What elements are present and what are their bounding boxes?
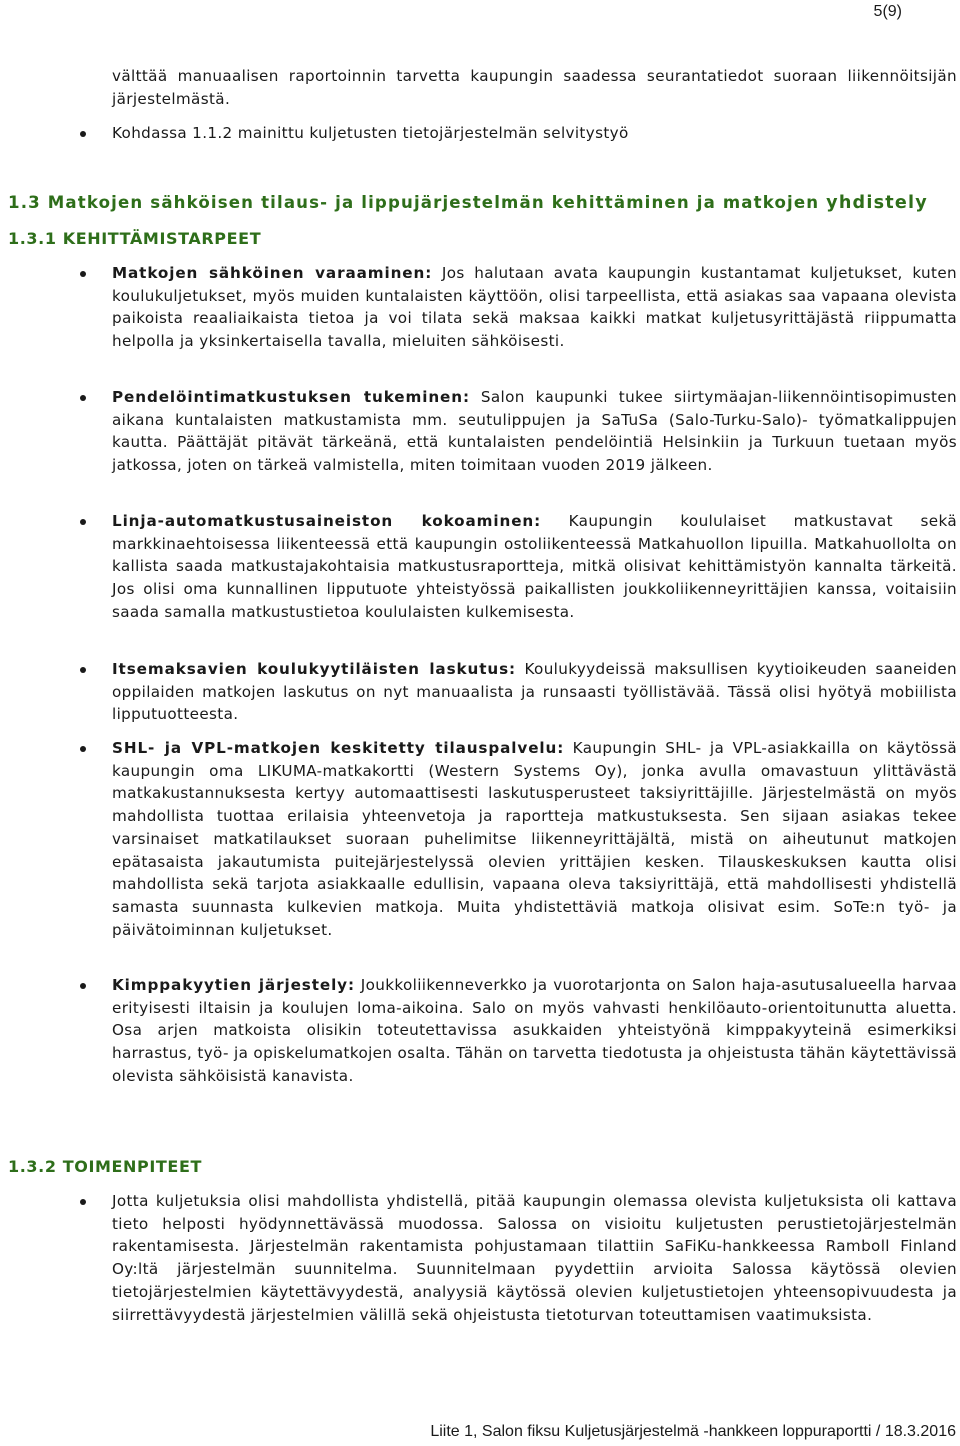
list-item-text: Kaupungin koululaiset matkustavat sekä markkinaehtoisessa liikenteessä että kaupungin ostoliikenteessä Matkahuollon lipuilla. Matkahuollolta on kallista saada matkustajakohtaisia matkustusraportteja, mitkä olisivat kehittämistyön kannalta tärkeitä. Jos olisi oma kunnallinen lipputuote yhteistyössä paikallisten joukkoliikenneyrittäjien kanssa, voitaisiin saada samalla matkustustietoa koululaisten kulkemisesta.: [112, 512, 957, 621]
bullet-icon: [80, 271, 86, 277]
list-item-text: Kaupungin SHL- ja VPL-asiakkailla on käytössä kaupungin oma LIKUMA-matkakortti (Western Systems Oy), jonka avulla omavastuun ylittävästä matkakustannuksesta kertyy automaattisesti laskutusperusteet taksiyrittäjille. Järjestelmästä on myös mahdollista tuottaa erilaisia yhteenvetoja ja raportteja matkustuksesta. Sen sijaan asiakas tekee varsinaiset matkatilaukset suoraan puhelimitse liikenneyrittäjältä, mistä on aiheutunut matkojen epätasaista jakautumista puitejärjestelyssä olevien yrittäjien kesken. Tilauskeskuksen kautta olisi mahdollista sekä tarjota asiakkaalle edullisin, vapaana oleva taksiyrittäjä, että mahdollisesti yhdistellä samasta suunnasta kulkevien matkoja. Muita yhdistettäviä matkoja olisivat esim. SoTe:n työ- ja päivätoiminnan kuljetukset.: [112, 739, 957, 939]
list-item: [112, 1190, 957, 1326]
bullet-icon: [80, 983, 86, 989]
page-number: 5(9): [873, 3, 902, 20]
section-heading: [8, 193, 928, 213]
bullet-icon: [80, 131, 86, 137]
list-item-text: Salon kaupunki tukee siirtymäajan-liikennöintisopimusten aikana kuntalaisten matkustamista mm. seutulippujen ja SaTuSa (Salo-Turku-Salo)- työmatkalippujen kautta. Päättäjät pitävät tärkeänä, että kuntalaisten pendelöintiä Helsinkiin ja Turkuun tuetaan myös jatkossa, joten on tärkeä valmistella, miten toimitaan vuoden 2019 jälkeen.: [112, 388, 957, 475]
list-item: [112, 737, 957, 941]
page-footer: Liite 1, Salon fiksu Kuljetusjärjestelmä -hankkeen loppuraportti / 18.3.2016: [430, 1423, 956, 1440]
bullet-icon: [80, 667, 86, 673]
list-item: [112, 974, 957, 1088]
list-item: [112, 658, 957, 726]
section-heading-main: 1.3 Matkojen sähköisen tilaus- ja lippujärjestelmän kehittäminen ja matkojen: [8, 193, 820, 212]
list-item-lead: Matkojen sähköinen varaaminen:: [112, 264, 433, 282]
subsection-heading-toimenpiteet: 1.3.2 TOIMENPITEET: [8, 1157, 203, 1176]
bullet-icon: [80, 395, 86, 401]
bullet-icon: [80, 1199, 86, 1205]
section-heading-tail: yhdistely: [826, 193, 928, 213]
list-item: [112, 262, 957, 353]
list-item-lead: Kimppakyytien järjestely:: [112, 976, 355, 994]
list-item-lead: Itsemaksavien koulukyytiläisten laskutus:: [112, 660, 517, 678]
list-item-text: Joukkoliikenneverkko ja vuorotarjonta on Salon haja-asutusalueella harvaa erityisesti iltaisin ja koulujen loma-aikoina. Salo on myös vahvasti henkilöauto-orientoitunutta aluetta. Osa arjen matkoista olisikin toteutettavissa asukkaiden yhteistyönä kimppakyyteinä esimerkiksi harrastus, työ- ja opiskelumatkojen osalta. Tähän on tarvetta tiedotusta ja ohjeistusta tähän käytettävissä olevista sähköisistä kanavista.: [112, 976, 957, 1085]
list-item: [112, 510, 957, 624]
intro-continuation: välttää manuaalisen raportoinnin tarvetta kaupungin saadessa seurantatiedot suoraan liikennöitsijän järjestelmästä.: [112, 67, 957, 108]
list-item-lead: SHL- ja VPL-matkojen keskitetty tilauspalvelu:: [112, 739, 565, 757]
list-item-text: Jos halutaan avata kaupungin kustantamat kuljetukset, kuten koulukuljetukset, myös muiden kuntalaisten käyttöön, olisi tarpeellista, että asiakas saa vapaana olevista paikoista reaaliaikaista tietoa ja voi tilata sekä maksaa kaikki matkat kuljetusyrittäjästä riippumatta helpolla ja yksinkertaisella tavalla, mieluiten sähköisesti.: [112, 264, 957, 351]
intro-bullet: [112, 122, 957, 145]
subsection-heading-kehittamistarpeet: 1.3.1 KEHITTÄMISTARPEET: [8, 229, 262, 248]
list-item-text: Jotta kuljetuksia olisi mahdollista yhdistellä, pitää kaupungin olemassa olevista kuljetuksista oli kattava tieto helposti hyödynnettävässä muodossa. Salossa on visioitu kuljetusten perustietojärjestelmän rakentamisesta. Järjestelmän rakentamista pohjustamaan tilattiin SaFiKu-hankkeessa Ramboll Finland Oy:ltä järjestelmän suunnitelma. Suunnitelmaan pyydettiin arvioita Salossa käytössä olevien tietojärjestelmien käytettävyydestä, analyysiä käytössä olevien kuljetustietojen yhteensopivuudesta ja siirrettävyydestä järjestelmien välillä sekä ohjeistusta tietoturvan toteuttamisen vaatimuksista.: [112, 1192, 957, 1324]
intro-bullet-text: Kohdassa 1.1.2 mainittu kuljetusten tietojärjestelmän selvitystyö: [112, 124, 629, 142]
bullet-icon: [80, 519, 86, 525]
list-item: [112, 386, 957, 477]
list-item-text: Koulukyydeissä maksullisen kyytioikeuden saaneiden oppilaiden matkojen laskutus on nyt manuaalista ja runsaasti työllistävää. Tässä olisi hyötyä mobiilista lipputuotteesta.: [112, 660, 957, 724]
list-item-lead: Linja-automatkustusaineiston kokoaminen:: [112, 512, 542, 530]
bullet-icon: [80, 746, 86, 752]
list-item-lead: Pendelöintimatkustuksen tukeminen:: [112, 388, 470, 406]
